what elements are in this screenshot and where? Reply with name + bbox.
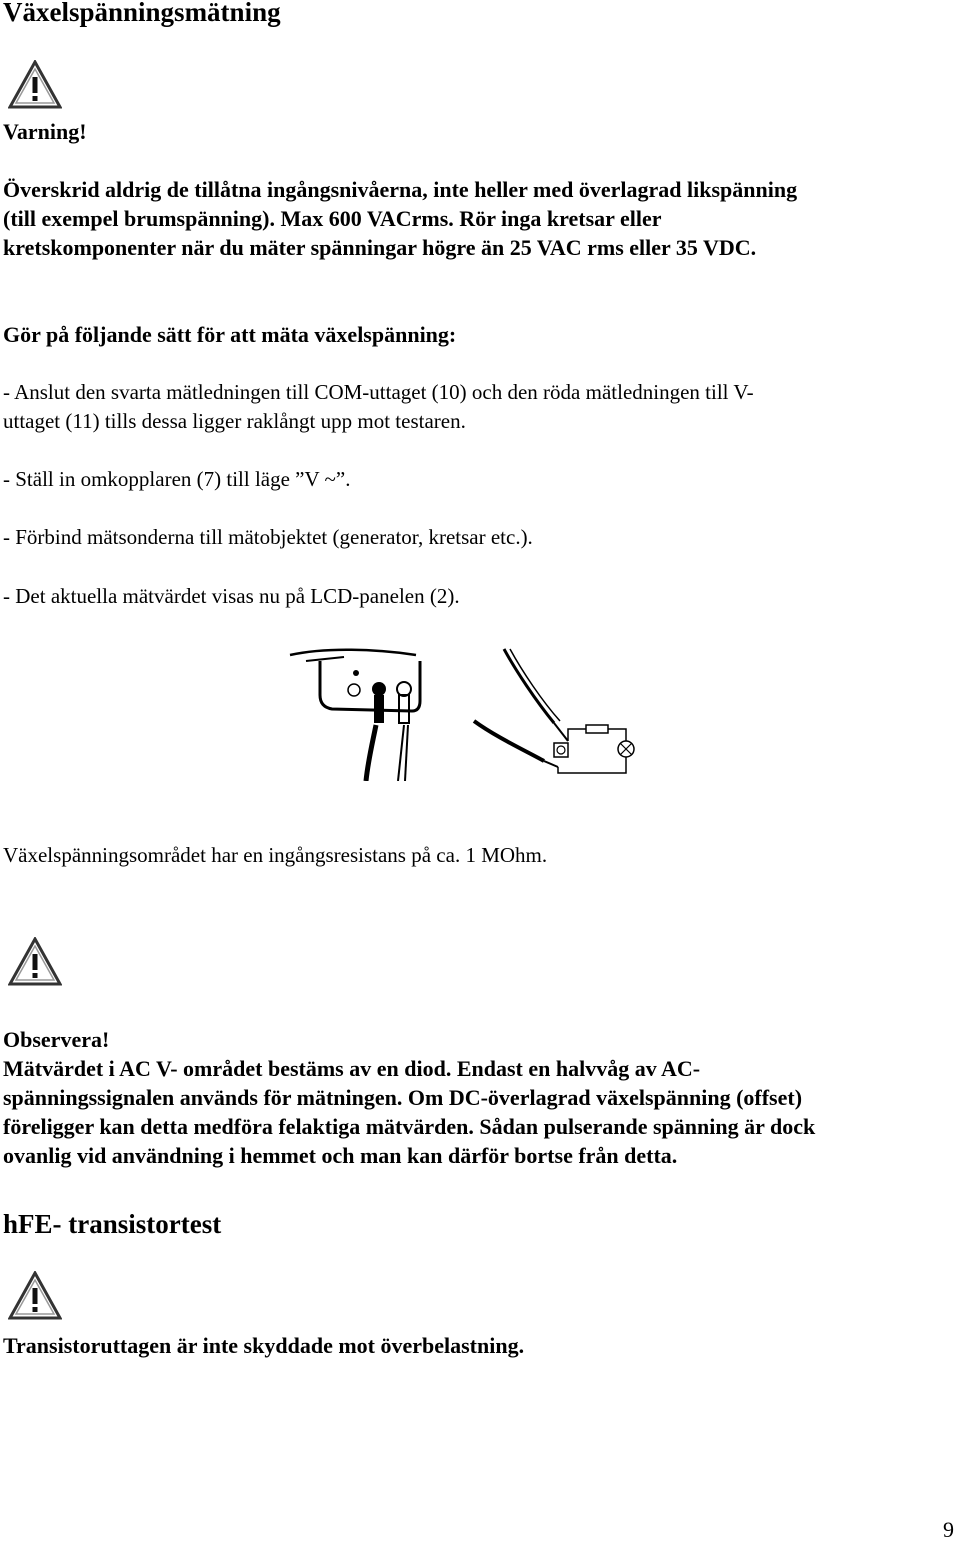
page-number: 9 — [943, 1517, 954, 1542]
probes-circuit-drawing — [474, 649, 634, 773]
procedure-step: uttaget (11) tills dessa ligger raklångt upp mot testaren. — [3, 409, 466, 433]
warning-triangle-icon — [8, 937, 62, 987]
hfe-warning-note: Transistoruttagen är inte skyddade mot överbelastning. — [3, 1333, 525, 1358]
warning-triangle-icon — [8, 60, 62, 110]
procedure-step: - Förbind mätsonderna till mätobjektet (generator, kretsar etc.). — [3, 525, 533, 549]
warning-triangle-icon — [8, 1271, 62, 1321]
warning-line: Överskrid aldrig de tillåtna ingångsnivåerna, inte heller med överlagrad likspänning — [3, 177, 798, 202]
input-resistance-note: Växelspänningsområdet har en ingångsresistans på ca. 1 MOhm. — [3, 843, 548, 867]
procedure-step: - Ställ in omkopplaren (7) till läge ”V ~”. — [3, 467, 351, 491]
procedure-step: - Det aktuella mätvärdet visas nu på LCD-panelen (2). — [3, 584, 460, 608]
warning-line: (till exempel brumspänning). Max 600 VACrms. Rör inga kretsar eller — [3, 206, 662, 231]
section-title-hfe: hFE- transistortest — [3, 1209, 222, 1239]
meter-sockets-drawing — [290, 650, 420, 781]
observe-line: spänningssignalen används för mätningen. Om DC-överlagrad växelspänning (offset) — [3, 1085, 803, 1110]
procedure-step: - Anslut den svarta mätledningen till COM-uttaget (10) och den röda mätledningen till V- — [3, 380, 754, 404]
observe-line: ovanlig vid användning i hemmet och man kan därför bortse från detta. — [3, 1143, 678, 1168]
procedure-heading: Gör på följande sätt för att mäta växelspänning: — [3, 322, 457, 347]
section-title-ac-voltage: Växelspänningsmätning — [3, 0, 281, 27]
warning-title: Varning! — [3, 119, 87, 144]
observe-title: Observera! — [3, 1027, 110, 1052]
observe-line: föreligger kan detta medföra felaktiga mätvärden. Sådan pulserande spänning är dock — [3, 1114, 816, 1139]
measurement-illustration — [286, 641, 676, 781]
observe-line: Mätvärdet i AC V- området bestäms av en diod. Endast en halvvåg av AC- — [3, 1056, 701, 1081]
warning-line: kretskomponenter när du mäter spänningar högre än 25 VAC rms eller 35 VDC. — [3, 235, 757, 260]
